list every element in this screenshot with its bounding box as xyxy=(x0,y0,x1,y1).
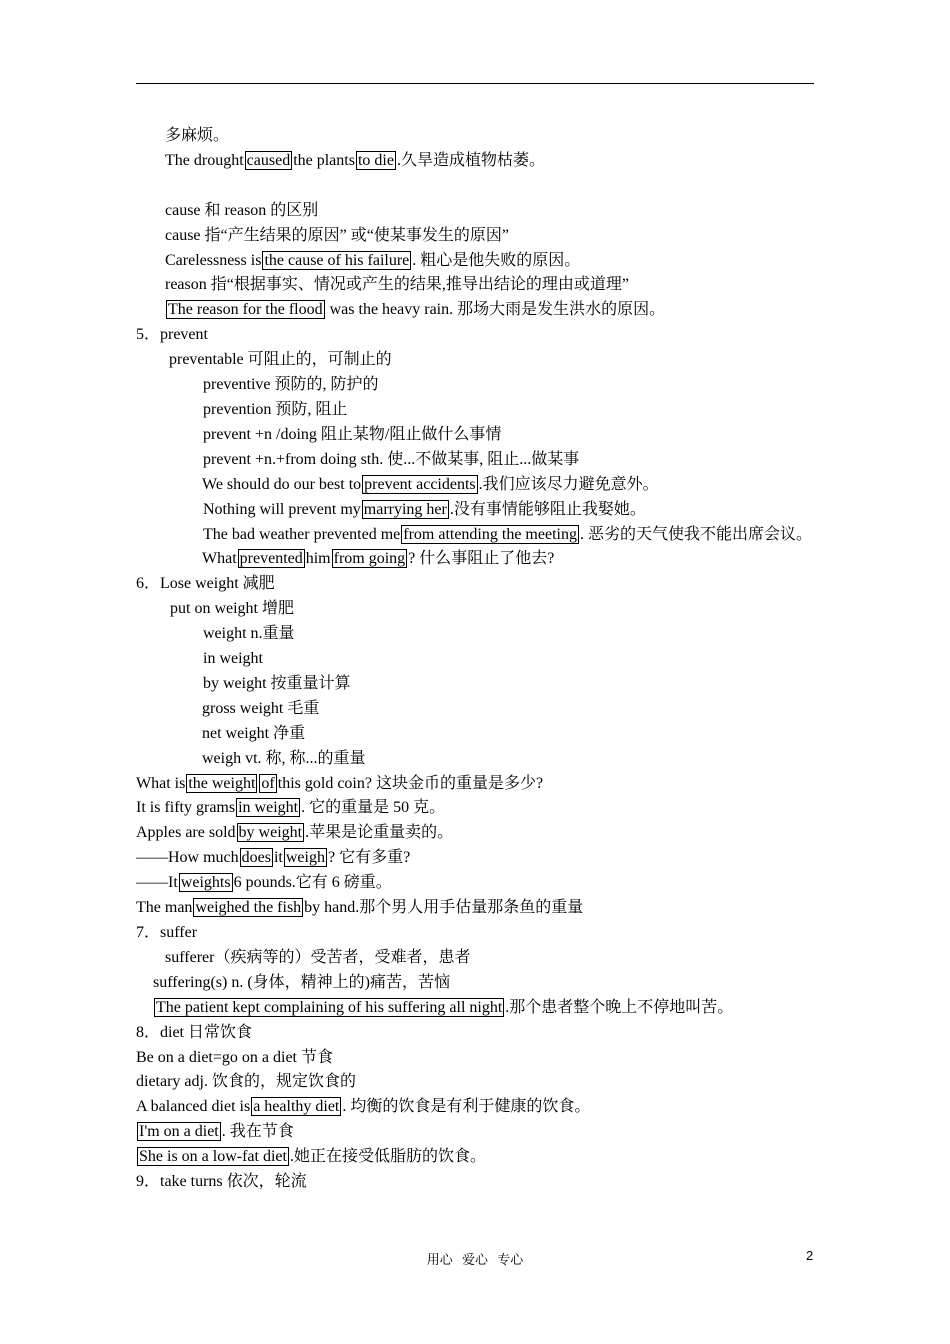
line-text: suffering(s) n. (身体，精神上的)痛苦，苦恼 xyxy=(153,973,451,991)
boxed-phrase: weigh xyxy=(285,849,325,867)
line-text: 5．prevent xyxy=(136,326,208,344)
boxed-phrase: a healthy diet xyxy=(253,1098,340,1116)
boxed-phrase: She is on a low-fat diet xyxy=(139,1148,287,1166)
text-line xyxy=(136,921,816,946)
text-line xyxy=(136,1120,816,1145)
text-line xyxy=(136,473,816,498)
text-line xyxy=(136,1046,816,1071)
line-text: .我们应该尽力避免意外。 xyxy=(478,475,659,493)
text-line xyxy=(136,398,816,423)
line-text: preventable 可阻止的，可制止的 xyxy=(169,351,392,369)
text-line xyxy=(136,323,816,348)
header-rule xyxy=(136,83,814,84)
line-text: ? 它有多重? xyxy=(327,849,411,867)
boxed-phrase: prevented xyxy=(239,550,303,568)
line-text: it xyxy=(273,849,283,867)
text-line xyxy=(136,448,816,473)
text-line xyxy=(136,423,816,448)
text-line xyxy=(136,174,816,199)
line-text: The drought xyxy=(165,151,244,169)
line-text: prevent +n /doing 阻止某物/阻止做什么事情 xyxy=(203,425,502,443)
line-text: cause 指“产生结果的原因” 或“使某事发生的原因” xyxy=(165,226,509,244)
line-text: 9．take turns 依次，轮流 xyxy=(136,1173,307,1191)
line-text: 8．diet 日常饮食 xyxy=(136,1023,252,1041)
boxed-phrase: the cause of his failure xyxy=(264,251,410,269)
boxed-phrase: prevent accidents xyxy=(364,475,476,493)
page-footer: 用心 爱心 专心 xyxy=(426,1252,524,1267)
text-line xyxy=(136,348,816,373)
line-text: cause 和 reason 的区别 xyxy=(165,201,319,219)
line-text: .苹果是论重量卖的。 xyxy=(305,824,454,842)
text-line xyxy=(136,772,816,797)
boxed-phrase: to die xyxy=(357,151,394,169)
line-text: It is fifty grams xyxy=(136,799,236,817)
text-line xyxy=(136,149,816,174)
boxed-phrase: the weight xyxy=(188,774,256,792)
text-line xyxy=(136,1070,816,1095)
text-line xyxy=(136,1170,816,1195)
text-line xyxy=(136,796,816,821)
text-line xyxy=(136,647,816,672)
line-text: sufferer（疾病等的）受苦者，受难者，患者 xyxy=(165,948,471,966)
line-text: ? 什么事阻止了他去? xyxy=(408,550,555,568)
line-text: Nothing will prevent my xyxy=(203,500,361,518)
line-text: What is xyxy=(136,774,186,792)
boxed-phrase: in weight xyxy=(238,799,299,817)
text-line xyxy=(136,124,816,149)
text-line xyxy=(136,224,816,249)
line-text: .久旱造成植物枯萎。 xyxy=(396,151,545,169)
line-text: prevention 预防, 阻止 xyxy=(203,400,348,418)
text-line xyxy=(136,697,816,722)
text-line xyxy=(136,1021,816,1046)
page-number: 2 xyxy=(806,1248,814,1263)
line-text: by weight 按重量计算 xyxy=(203,674,351,692)
text-line xyxy=(136,672,816,697)
line-text: We should do our best to xyxy=(202,475,362,493)
line-text: ——How much xyxy=(136,849,239,867)
line-text: by hand.那个男人用手估量那条鱼的重量 xyxy=(304,899,584,917)
boxed-phrase: of xyxy=(261,774,275,792)
document-body xyxy=(136,124,816,1195)
text-line xyxy=(136,249,816,274)
line-text: What xyxy=(202,550,237,568)
line-text: 6．Lose weight 减肥 xyxy=(136,575,275,593)
line-text: The bad weather prevented me xyxy=(203,525,401,543)
text-line xyxy=(136,273,816,298)
text-line xyxy=(136,199,816,224)
text-line xyxy=(136,722,816,747)
line-text: weigh vt. 称, 称...的重量 xyxy=(202,749,366,767)
line-text: him xyxy=(305,550,331,568)
boxed-phrase: by weight xyxy=(238,824,303,842)
line-text: dietary adj. 饮食的，规定饮食的 xyxy=(136,1073,356,1091)
text-line xyxy=(136,547,816,572)
text-line xyxy=(136,821,816,846)
line-text: .没有事情能够阻止我娶她。 xyxy=(449,500,646,518)
line-text: Apples are sold xyxy=(136,824,236,842)
text-line xyxy=(136,498,816,523)
line-text: . 我在节食 xyxy=(221,1123,294,1141)
line-text: the plants xyxy=(293,151,355,169)
boxed-phrase: from going xyxy=(333,550,406,568)
line-text: . 恶劣的天气使我不能出席会议。 xyxy=(579,525,812,543)
boxed-phrase: marrying her xyxy=(363,500,447,518)
line-text: A balanced diet is xyxy=(136,1098,251,1116)
text-line xyxy=(136,523,816,548)
line-text: . 它的重量是 50 克。 xyxy=(301,799,446,817)
line-text: .那个患者整个晚上不停地叫苦。 xyxy=(505,998,734,1016)
line-text: Carelessness is xyxy=(165,251,262,269)
boxed-phrase: caused xyxy=(246,151,291,169)
text-line xyxy=(136,622,816,647)
text-line xyxy=(136,298,816,323)
boxed-phrase: from attending the meeting xyxy=(403,525,577,543)
line-text: ——It xyxy=(136,874,178,892)
line-text: in weight xyxy=(203,650,263,668)
text-line xyxy=(136,946,816,971)
line-text: gross weight 毛重 xyxy=(202,699,320,717)
line-text: put on weight 增肥 xyxy=(170,600,294,618)
boxed-phrase: weights xyxy=(180,874,231,892)
text-line xyxy=(136,1145,816,1170)
line-text: preventive 预防的, 防护的 xyxy=(203,376,379,394)
text-line xyxy=(136,971,816,996)
boxed-phrase: The patient kept complaining of his suffering all night xyxy=(156,998,503,1016)
line-text: Be on a diet=go on a diet 节食 xyxy=(136,1048,333,1066)
line-text: The man xyxy=(136,899,193,917)
text-line xyxy=(136,597,816,622)
line-text: weight n.重量 xyxy=(203,625,295,643)
text-line xyxy=(136,747,816,772)
line-text: prevent +n.+from doing sth. 使...不做某事, 阻止...做某事 xyxy=(203,450,580,468)
boxed-phrase: I'm on a diet xyxy=(139,1123,219,1141)
line-text: . 粗心是他失败的原因。 xyxy=(412,251,581,269)
line-text: 7．suffer xyxy=(136,924,198,941)
line-text: net weight 净重 xyxy=(202,724,306,742)
text-line xyxy=(136,871,816,896)
line-text: 6 pounds.它有 6 磅重。 xyxy=(233,874,392,892)
line-text: 多麻烦。 xyxy=(165,127,230,144)
line-text: . 均衡的饮食是有利于健康的饮食。 xyxy=(342,1098,591,1116)
text-line xyxy=(136,1095,816,1120)
boxed-phrase: weighed the fish xyxy=(195,899,302,917)
boxed-phrase: does xyxy=(241,849,271,867)
line-text: reason 指“根据事实、情况或产生的结果,推导出结论的理由或道理” xyxy=(165,276,629,294)
text-line xyxy=(136,572,816,597)
text-line xyxy=(136,846,816,871)
text-line xyxy=(136,996,816,1021)
line-text: was the heavy rain. 那场大雨是发生洪水的原因。 xyxy=(325,301,666,319)
line-text: .她正在接受低脂肪的饮食。 xyxy=(289,1148,486,1166)
text-line xyxy=(136,896,816,921)
line-text: this gold coin? 这块金币的重量是多少? xyxy=(277,774,544,792)
text-line xyxy=(136,373,816,398)
boxed-phrase: The reason for the flood xyxy=(168,301,323,319)
